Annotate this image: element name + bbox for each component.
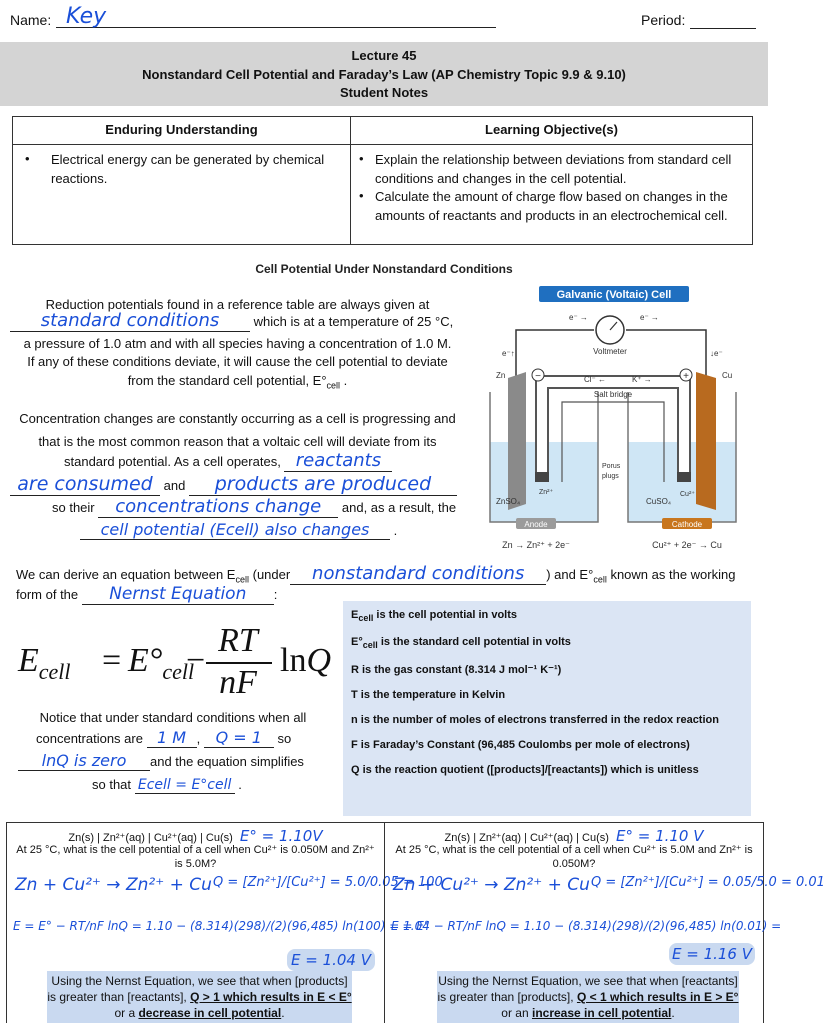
page-subtitle: Student Notes bbox=[339, 85, 429, 100]
example2-reaction: Zn + Cu²⁺ → Zn²⁺ + Cu bbox=[393, 875, 590, 895]
example2-e-calc: E = E° − RT/nF lnQ = 1.10 − (8.314)(298)/(2)(96,485) ln(0.01) = bbox=[391, 919, 782, 933]
title-banner bbox=[0, 42, 768, 106]
example2-q-calc: Q = [Zn²⁺]/[Cu²⁺] = 0.05/5.0 = 0.01 bbox=[591, 875, 825, 890]
example1-q-calc: Q = [Zn²⁺]/[Cu²⁺] = 5.0/0.05 = 100 bbox=[213, 875, 443, 890]
blank-standard-conditions[interactable]: standard conditions bbox=[10, 312, 250, 332]
learning-objectives-header: Learning Objective(s) bbox=[485, 122, 618, 137]
svg-text:plugs: plugs bbox=[602, 473, 619, 480]
p2-line5: so their concentrations change and, as a result, the bbox=[52, 496, 457, 517]
objectives-table bbox=[12, 116, 753, 245]
galvanic-cell-svg bbox=[484, 282, 754, 554]
svg-text:e⁻↑: e⁻↑ bbox=[502, 349, 515, 358]
blank-products-produced[interactable]: products are produced bbox=[189, 475, 457, 496]
def-e0cell: $E^\circ_{cell}$ is the standard cell potential in volts bbox=[351, 636, 571, 651]
example1-e-calc: E = E° − RT/nF lnQ = 1.10 − (8.314)(298)/(2)(96,485) ln(100) = 1.04 bbox=[13, 919, 430, 933]
p1-line3: a pressure of 1.0 atm and with all species having a concentration of 1.0 M. bbox=[23, 336, 452, 351]
p1-line4: If any of these conditions deviate, it will cause the cell potential to deviate bbox=[27, 354, 448, 369]
p2-line1: Concentration changes are constantly occurring as a cell is progressing and bbox=[19, 411, 456, 426]
page-title: Nonstandard Cell Potential and Faraday’s Law (AP Chemistry Topic 9.9 & 9.10) bbox=[142, 66, 626, 82]
p1-line1: Reduction potentials found in a reference table are always given at bbox=[45, 297, 430, 312]
example1-e0: E° = 1.10V bbox=[239, 827, 323, 845]
lecture-number: Lecture 45 bbox=[351, 48, 417, 63]
enduring-understanding-header: Enduring Understanding bbox=[105, 122, 258, 137]
anode-label: Anode bbox=[524, 520, 548, 529]
svg-text:↓e⁻: ↓e⁻ bbox=[710, 349, 723, 358]
example2-e0: E° = 1.10 V bbox=[615, 827, 704, 845]
zn-label: Zn bbox=[496, 371, 506, 380]
anode-reaction: Zn → Zn²⁺ + 2e⁻ bbox=[502, 540, 570, 550]
svg-text:+: + bbox=[683, 371, 689, 382]
blank-concentrations-change[interactable]: concentrations change bbox=[98, 498, 338, 518]
def-t: T is the temperature in Kelvin bbox=[351, 689, 506, 702]
blank-q-equals-1[interactable]: Q = 1 bbox=[204, 730, 274, 748]
period-label: Period: bbox=[641, 12, 686, 28]
nernst-equation: $E_{cell}$ = $E^\circ_{cell}$ − RT nF lnQ bbox=[18, 622, 332, 701]
def-r: R is the gas constant (8.314 J mol⁻¹ K⁻¹) bbox=[351, 664, 562, 677]
name-label: Name: bbox=[10, 12, 52, 28]
def-f: F is Faraday’s Constant (96,485 Coulombs per mole of electrons) bbox=[351, 739, 690, 752]
p1-line2: standard conditions which is at a temperature of 25 °C, bbox=[10, 312, 480, 332]
example1-answer: E = 1.04 V bbox=[287, 949, 375, 971]
p2-line3: standard potential. As a cell operates, reactants bbox=[64, 452, 392, 472]
porous-label: Porus bbox=[602, 463, 621, 470]
eu-item: Electrical energy can be generated by chemical reactions. bbox=[51, 152, 325, 186]
p4-line1: Notice that under standard conditions when all bbox=[39, 710, 307, 725]
example1-question: At 25 °C, what is the cell potential of a cell when Cu²⁺ is 0.050M and Zn²⁺ is 5.0M? bbox=[16, 844, 375, 870]
cu-label: Cu bbox=[722, 371, 733, 380]
example1-cell-notation: Zn(s) | Zn²⁺(aq) | Cu²⁺(aq) | Cu(s) bbox=[68, 832, 233, 844]
p4-line2: concentrations are 1 M , Q = 1 so bbox=[36, 728, 292, 747]
svg-text:−: − bbox=[535, 371, 541, 382]
example1-conclusion: Using the Nernst Equation, we see that when [products] is greater than [reactants], Q > 1 which results in E < E° or a decrease in cell potential. bbox=[47, 971, 352, 1023]
name-value[interactable]: Key bbox=[56, 4, 496, 28]
example2-cell-notation: Zn(s) | Zn²⁺(aq) | Cu²⁺(aq) | Cu(s) bbox=[444, 832, 609, 844]
svg-text:Cu²⁺: Cu²⁺ bbox=[680, 491, 695, 498]
copper-electrode bbox=[696, 372, 716, 510]
def-n: n is the number of moles of electrons transferred in the redox reaction bbox=[351, 714, 719, 727]
cathode-label: Cathode bbox=[671, 520, 703, 529]
eu-bullet: • bbox=[25, 151, 30, 166]
def-q: Q is the reaction quotient ([products]/[reactants]) which is unitless bbox=[351, 764, 699, 777]
example2-question: At 25 °C, what is the cell potential of a cell when Cu²⁺ is 5.0M and Zn²⁺ is 0.050M? bbox=[395, 844, 753, 870]
blank-1m[interactable]: 1 M bbox=[147, 730, 197, 748]
example-box-2 bbox=[384, 822, 825, 1023]
zinc-electrode bbox=[508, 372, 526, 510]
blank-are-consumed[interactable]: are consumed bbox=[10, 475, 160, 496]
p4-line3: lnQ is zero and the equation simplifies bbox=[18, 753, 304, 771]
p2-line2: that is the most common reason that a voltaic cell will deviate from its bbox=[38, 434, 437, 449]
svg-text:Zn²⁺: Zn²⁺ bbox=[539, 489, 554, 496]
blank-reactants[interactable]: reactants bbox=[284, 452, 392, 472]
example2-answer: E = 1.16 V bbox=[669, 943, 755, 965]
znso4-label: ZnSO₄ bbox=[496, 497, 521, 506]
svg-text:K⁺ →: K⁺ → bbox=[632, 375, 652, 384]
p1-line5: from the standard cell potential, $E^\circ_{cell}$ . bbox=[127, 373, 348, 391]
voltmeter-label: Voltmeter bbox=[593, 347, 627, 356]
cathode-reaction: Cu²⁺ + 2e⁻ → Cu bbox=[652, 540, 722, 550]
blank-cell-potential-changes[interactable]: cell potential (Ecell) also changes bbox=[80, 522, 390, 540]
lo-bullet-1: • bbox=[359, 151, 364, 166]
diagram-title: Galvanic (Voltaic) Cell bbox=[556, 289, 672, 301]
blank-nonstandard-conditions[interactable]: nonstandard conditions bbox=[290, 565, 546, 585]
blank-ecell-e0[interactable]: Ecell = E°cell bbox=[135, 778, 235, 794]
p3-line2: form of the Nernst Equation : bbox=[16, 584, 278, 604]
example-box-1 bbox=[6, 822, 443, 1023]
electron-label-2: e⁻ → bbox=[640, 313, 659, 322]
galvanic-cell-diagram bbox=[484, 282, 754, 554]
nernst-definitions bbox=[343, 601, 751, 816]
p2-line6: cell potential (Ecell) also changes . bbox=[80, 522, 397, 540]
salt-bridge-label: Salt bridge bbox=[593, 390, 633, 399]
def-ecell: $E_{cell}$ is the cell potential in volts bbox=[351, 609, 518, 624]
blank-lnq-zero[interactable]: lnQ is zero bbox=[18, 753, 150, 771]
svg-text:Cl⁻ ←: Cl⁻ ← bbox=[584, 375, 606, 384]
section-heading: Cell Potential Under Nonstandard Conditions bbox=[255, 262, 513, 276]
p4-line4: so that Ecell = E°cell . bbox=[92, 777, 242, 793]
cuso4-label: CuSO₄ bbox=[646, 497, 672, 506]
lo-item-2: Calculate the amount of charge flow based on changes in the amounts of reactants and products in an electrochemical cell. bbox=[375, 189, 728, 223]
electron-label-1: e⁻ → bbox=[569, 313, 588, 322]
p2-line4: are consumed and products are produced bbox=[10, 475, 457, 496]
lo-item-1: Explain the relationship between deviations from standard cell conditions and changes in the cell potential. bbox=[375, 152, 732, 186]
p3-line1: We can derive an equation between $E_{cell}$ (under nonstandard conditions ) and $E^\circ_{cell}$ known as the working bbox=[16, 563, 736, 585]
blank-nernst-equation[interactable]: Nernst Equation bbox=[82, 586, 274, 605]
lo-bullet-2: • bbox=[359, 188, 364, 203]
example2-conclusion: Using the Nernst Equation, we see that when [reactants] is greater than [products], Q < 1 which results in E > E° or an increase in cell potential. bbox=[437, 971, 739, 1023]
example1-reaction: Zn + Cu²⁺ → Zn²⁺ + Cu bbox=[15, 875, 212, 895]
period-field[interactable] bbox=[690, 10, 756, 29]
